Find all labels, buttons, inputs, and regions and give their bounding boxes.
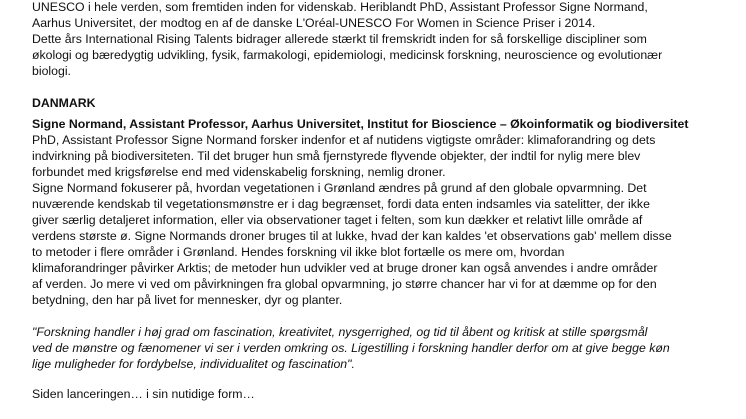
body-line: to metoder i flere områder i Grønland. Hendes forskning vil ikke blot fortælle os mere om, hvordan — [32, 245, 565, 259]
section-heading-country: DANMARK — [32, 96, 96, 110]
person-title-heading: Signe Normand, Assistant Professor, Aarhus Universitet, Institut for Bioscience – Økoinformatik og biodiversitet — [32, 117, 689, 131]
body-line: forbundet med krigsførelse end med videnskabelig forskning, nemlig droner. — [32, 165, 446, 179]
body-line: betydning, den har på livet for mennesker, dyr og planter. — [32, 293, 343, 307]
intro-paragraph — [32, 0, 732, 79]
document-page — [32, 0, 732, 402]
intro-line: økologi og bæredygtig udvikling, fysik, farmakologi, epidemiologi, medicinsk forskning, neuroscience og evolutionær — [32, 48, 663, 62]
intro-line: biologi. — [32, 64, 71, 78]
intro-line: Dette års International Rising Talents bidrager allerede stærkt til fremskridt inden for så forskellige discipliner som — [32, 32, 647, 46]
cutoff-line: Siden lanceringen… i sin nutidige form… — [32, 387, 255, 401]
body-line: verdens største ø. Signe Normands droner bruges til at lukke, hvad der kan kaldes 'et observations gab' mellem disse — [32, 229, 672, 243]
body-line: Signe Normand fokuserer på, hvordan vegetationen i Grønland ændres på grund af den globale opvarmning. Det — [32, 181, 647, 195]
body-line: indvirkning på biodiversiteten. Til det bruger hun små fjernstyrede flyvende objekter, der indtil for nylig mere blev — [32, 149, 641, 163]
quote-line: "Forskning handler i høj grad om fascination, kreativitet, nysgerrighed, og tid til åbent og kritisk at stille spørgsmål — [32, 325, 648, 339]
body-line: klimaforandringer påvirker Arktis; de metoder hun udvikler ved at bruge droner kan også anvendes i andre områder — [32, 261, 658, 275]
intro-line: Aarhus Universitet, der modtog en af de danske L'Oréal-UNESCO For Women in Science Priser i 2014. — [32, 16, 596, 30]
intro-line: UNESCO i hele verden, som fremtiden inden for videnskab. Heriblandt PhD, Assistant Professor Signe Normand, — [32, 0, 648, 14]
body-line: af verden. Jo mere vi ved om påvirkningen fra global opvarmning, jo større chancer har vi for at dæmme op for den — [32, 277, 657, 291]
body-line: nuværende kendskab til vegetationsmønstre er i dag begrænset, fordi data enten indsamles via satelitter, der ikke — [32, 197, 650, 211]
quote-paragraph — [32, 324, 732, 372]
quote-line: lige muligheder for fordybelse, individualitet og fascination". — [32, 357, 355, 371]
body-line: giver særlig detaljeret information, eller via observationer taget i felten, som kun dækker et relativt lille område af — [32, 213, 643, 227]
body-paragraph — [32, 132, 732, 308]
body-line: PhD, Assistant Professor Signe Normand forsker indenfor et af nutidens vigtigste områder: klimaforandring og dets — [32, 133, 656, 147]
quote-line: ved de mønstre og fænomener vi ser i verden omkring os. Ligestilling i forskning handler derfor om at give begge køn — [32, 341, 670, 355]
